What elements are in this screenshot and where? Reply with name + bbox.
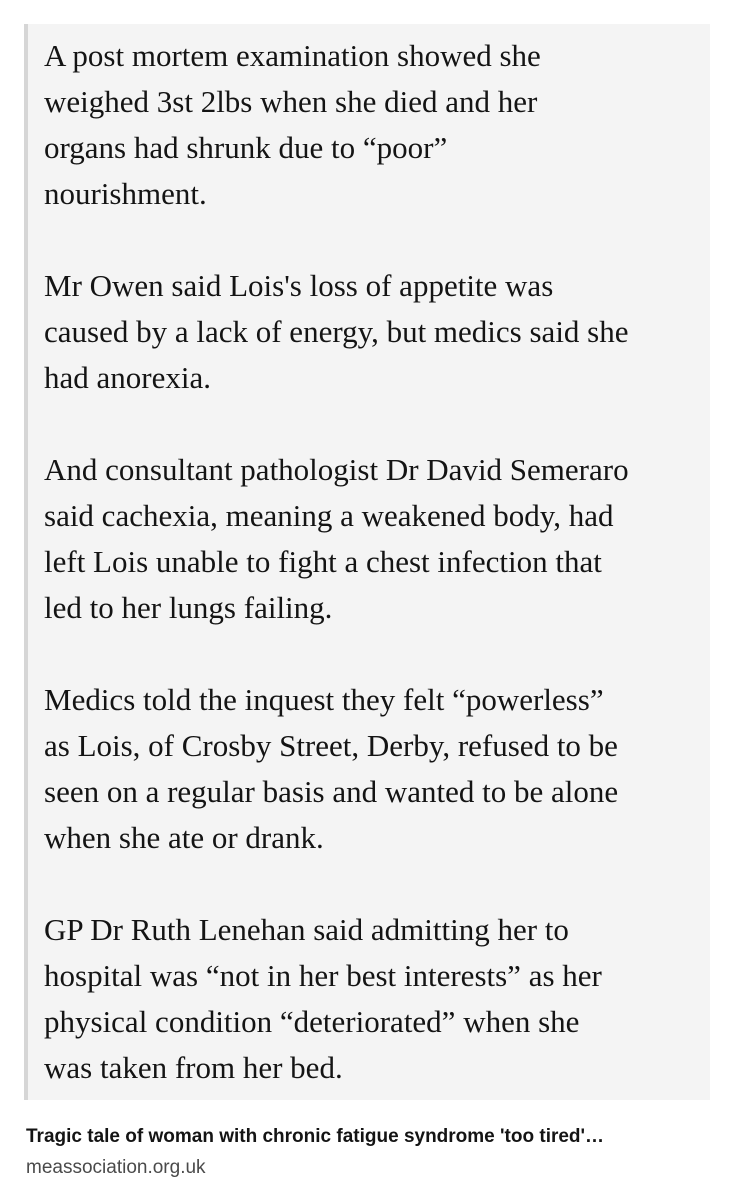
paragraph-appetite: Mr Owen said Lois's loss of appetite was caused by a lack of energy, but medics said she had anorexia. bbox=[44, 268, 629, 395]
paragraph-medics: Medics told the inquest they felt “powerless” as Lois, of Crosby Street, Derby, refused to be seen on a regular basis and wanted to be alone when she ate or drank. bbox=[44, 682, 619, 855]
paragraph-gp: GP Dr Ruth Lenehan said admitting her to hospital was “not in her best interests” as her physical condition “deteriorated” when she was taken from her bed. bbox=[44, 912, 602, 1085]
article-excerpt bbox=[44, 33, 704, 1091]
paragraph-post-mortem: A post mortem examination showed she weighed 3st 2lbs when she died and her organs had shrunk due to “poor” nourishment. bbox=[44, 38, 541, 211]
paragraph-pathologist: And consultant pathologist Dr David Semeraro said cachexia, meaning a weakened body, had left Lois unable to fight a chest infection that led to her lungs failing. bbox=[44, 452, 629, 625]
link-preview-domain[interactable]: meassociation.org.uk bbox=[26, 1157, 206, 1178]
link-preview-title[interactable]: Tragic tale of woman with chronic fatigue syndrome 'too tired'… bbox=[26, 1126, 605, 1147]
